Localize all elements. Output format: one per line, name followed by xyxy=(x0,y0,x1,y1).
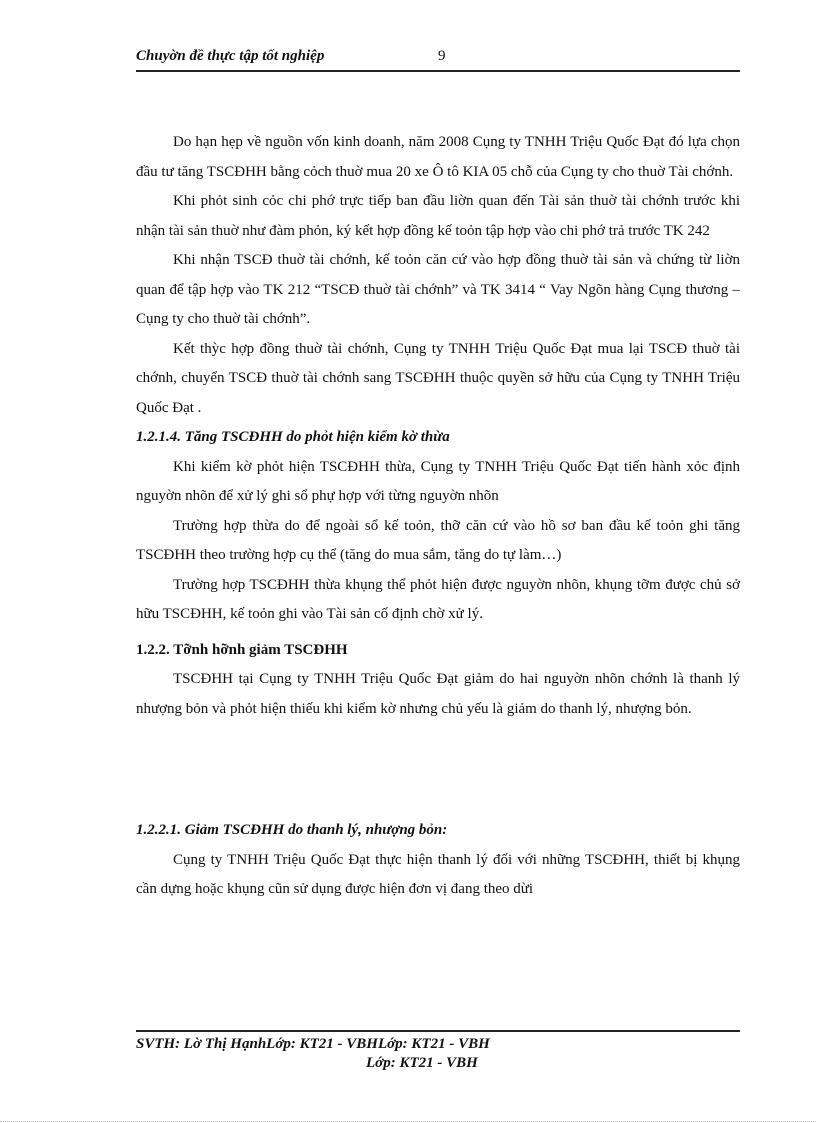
paragraph: Do hạn hẹp về nguồn vốn kinh doanh, năm 2008 Cụng ty TNHH Triệu Quốc Đạt đó lựa chọn đầu tư tăng TSCĐHH bằng cỏch thuờ mua 20 xe Ô tô KIA 05 chỗ của Cụng ty cho thuờ Tài chớnh. xyxy=(136,134,740,180)
paragraph: TSCĐHH tại Cụng ty TNHH Triệu Quốc Đạt giảm do hai nguyờn nhõn chớnh là thanh lý nhượng bỏn và phỏt hiện thiếu khi kiểm kờ nhưng chủ yếu là giảm do thanh lý, nhượng bỏn. xyxy=(136,671,740,717)
paragraph: Trường hợp TSCĐHH thừa khụng thể phỏt hiện được nguyờn nhõn, khụng tỡm được chủ sở hữu TSCĐHH, kế toỏn ghi vào Tài sản cố định chờ xử lý. xyxy=(136,576,740,622)
section-heading: 1.2.2.1. Giảm TSCĐHH do thanh lý, nhượng bỏn: xyxy=(136,822,448,838)
header-title: Chuyờn đề thực tập tốt nghiệp xyxy=(136,48,325,64)
page-header xyxy=(136,48,740,72)
page-number: 9 xyxy=(438,48,446,64)
paragraph: Khi phỏt sinh cỏc chi phớ trực tiếp ban đầu liờn quan đến Tài sản thuờ tài chớnh trước khi nhận tài sản thuờ như đàm phỏn, ký kết hợp đồng kế toỏn tập hợp vào chi phớ trả trước TK 242 xyxy=(136,193,740,239)
paragraph: Cụng ty TNHH Triệu Quốc Đạt thực hiện thanh lý đối với những TSCĐHH, thiết bị khụng cần dựng hoặc khụng cũn sử dụng được hiện đơn vị đang theo dừi xyxy=(136,851,740,897)
paragraph: Kết thỳc hợp đồng thuờ tài chớnh, Cụng ty TNHH Triệu Quốc Đạt mua lại TSCĐ thuờ tài chớnh, chuyển TSCĐ thuờ tài chớnh sang TSCĐHH thuộc quyền sở hữu của Cụng ty TNHH Triệu Quốc Đạt . xyxy=(136,340,740,416)
paragraph: Khi nhận TSCĐ thuờ tài chớnh, kế toỏn căn cứ vào hợp đồng thuờ tài sản và chứng từ liờn quan để tập hợp vào TK 212 “TSCĐ thuờ tài chớnh” và TK 3414 “ Vay Ngõn hàng Cụng thương – Cụng ty cho thuờ tài chớnh”. xyxy=(136,252,740,327)
section-heading: 1.2.1.4. Tăng TSCĐHH do phỏt hiện kiểm kờ thừa xyxy=(136,429,450,445)
footer-line: Lớp: KT21 - VBH xyxy=(366,1055,478,1071)
paragraph: Trường hợp thừa do để ngoài sổ kế toỏn, thỡ căn cứ vào hồ sơ ban đầu kế toỏn ghi tăng TSCĐHH theo trường hợp cụ thể (tăng do mua sắm, tăng do tự làm…) xyxy=(136,517,740,563)
section-heading: 1.2.2. Tỡnh hỡnh giảm TSCĐHH xyxy=(136,641,348,658)
paragraph: Khi kiểm kờ phỏt hiện TSCĐHH thừa, Cụng ty TNHH Triệu Quốc Đạt tiến hành xỏc định nguyờn nhõn để xử lý ghi sổ phự hợp với từng nguyờn nhõn xyxy=(136,458,740,504)
document-body xyxy=(136,128,740,905)
page-footer xyxy=(136,1030,740,1072)
footer-line: SVTH: Lờ Thị HạnhLớp: KT21 - VBHLớp: KT21 - VBH xyxy=(136,1036,490,1052)
page-bottom-divider xyxy=(0,1121,816,1122)
